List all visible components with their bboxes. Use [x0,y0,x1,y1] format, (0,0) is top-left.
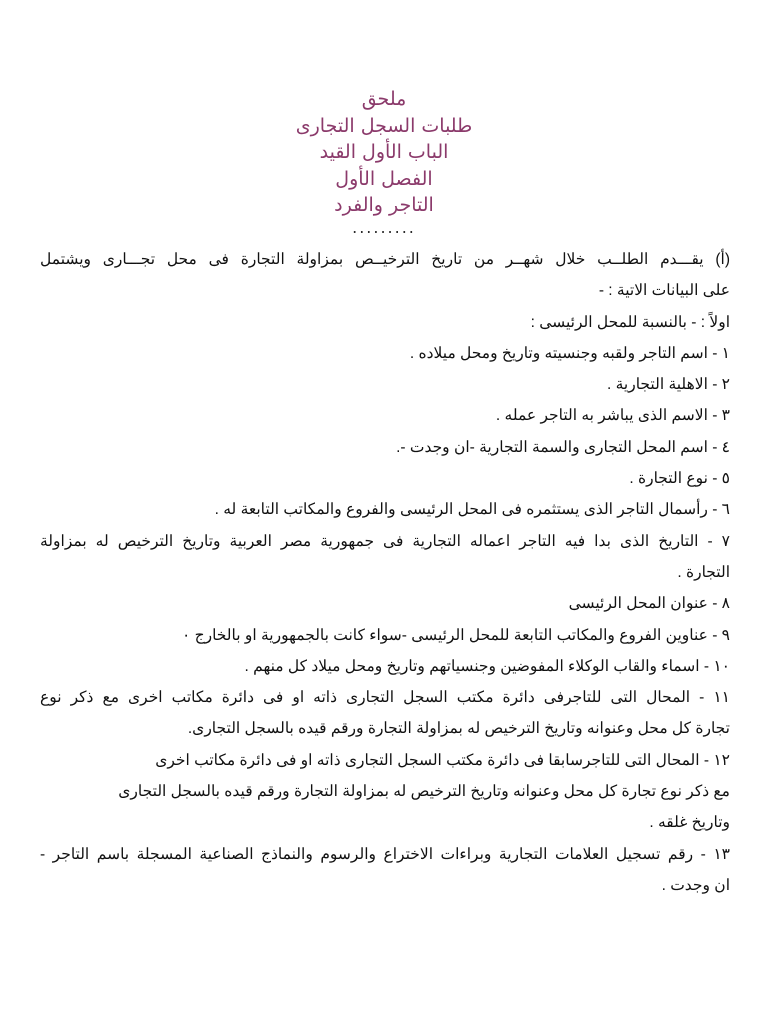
heading-commercial-register-requests: طلبات السجل التجارى [295,114,473,137]
document-heading [0,86,768,239]
list-item-2: ٢ - الاهلية التجارية . [606,376,730,394]
heading-annex: ملحق [361,88,407,110]
heading-separator-dots: ......... [352,217,416,237]
list-item-5: ٥ - نوع التجارة . [629,470,730,488]
body-paragraph-a-line-2: على البيانات الاتية : - [598,282,730,300]
list-item-9: ٩ - عناوين الفروع والمكاتب التابعة للمحل الرئيسى -سواء كانت بالجمهورية او بالخارج ٠ [181,626,730,644]
list-item-11-line-1: ١١ - المحال التى للتاجرفى دائرة مكتب السجل التجارى ذاته او فى دائرة مكاتب اخرى مع ذكر نوع [40,689,730,707]
list-item-1: ١ - اسم التاجر ولقبه وجنسيته وتاريخ ومحل ميلاده . [409,344,730,362]
list-item-12-line-1: ١٢ - المحال التى للتاجرسابقا فى دائرة مكتب السجل التجارى ذاته او فى دائرة مكاتب اخرى [155,751,730,769]
body-paragraph-a-line-1: (أ) يقـــدم الطلــب خلال شهــر من تاريخ الترخيــص بمزاولة التجارة فى محل تجـــارى ويشتمل [40,251,730,268]
list-item-13-line-1: ١٣ - رقم تسجيل العلامات التجارية وبراءات الاختراع والرسوم والنماذج الصناعية المسجلة باسم التاجر - [40,845,730,863]
heading-part-one-registration: الباب الأول القيد [319,141,449,163]
list-item-8: ٨ - عنوان المحل الرئيسى [568,595,730,613]
heading-chapter-one: الفصل الأول [335,167,433,190]
list-item-6: ٦ - رأسمال التاجر الذى يستثمره فى المحل الرئيسى والفروع والمكاتب التابعة له . [214,501,730,519]
list-item-10: ١٠ - اسماء والقاب الوكلاء المفوضين وجنسياتهم وتاريخ ومحل ميلاد كل منهم . [244,657,730,675]
list-item-7-line-2: التجارة . [677,563,730,581]
list-item-13-line-2: ان وجدت . [661,876,730,894]
document-body [40,244,730,901]
list-item-11-line-2: تجارة كل محل وعنوانه وتاريخ الترخيص له بمزاولة التجارة ورقم قيده بالسجل التجارى. [187,720,730,738]
list-item-7-line-1: ٧ - التاريخ الذى بدا فيه التاجر اعماله التجارية فى جمهورية مصر العربية وتاريخ الترخيص له بمزاولة [40,532,730,550]
heading-individual-merchant: التاجر والفرد [334,194,434,216]
list-item-12-line-2: مع ذكر نوع تجارة كل محل وعنوانه وتاريخ الترخيص له بمزاولة التجارة ورقم قيده بالسجل التجارى [118,783,730,801]
list-item-3: ٣ - الاسم الذى يباشر به التاجر عمله . [495,407,730,425]
list-item-4: ٤ - اسم المحل التجارى والسمة التجارية -ان وجدت -. [396,438,730,456]
list-item-12-line-3: وتاريخ غلقه . [649,814,730,832]
section-first-main-store: اولاً : - بالنسبة للمحل الرئيسى : [530,313,730,331]
